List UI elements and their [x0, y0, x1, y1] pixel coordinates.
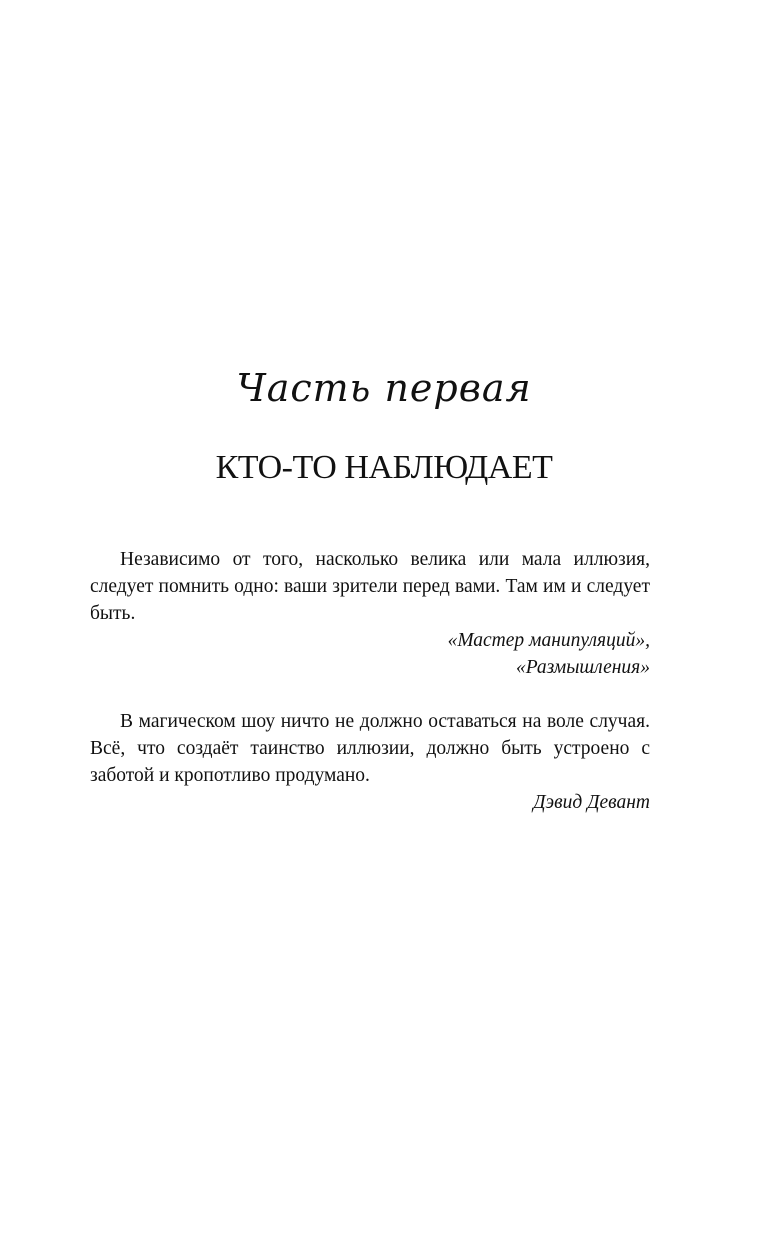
epigraph-attribution-line: Дэвид Девант: [533, 792, 650, 813]
epigraph-text: В магическом шоу ничто не должно оставаться на воле случая. Всё, что создаёт таинство иллюзии, должно быть устроено с заботой и кропотливо продумано.: [90, 711, 650, 786]
epigraph-text: Независимо от того, насколько велика или мала иллюзия, следует помнить одно: ваши зрители перед вами. Там им и следует быть.: [90, 549, 650, 624]
epigraph-attribution-line: «Размышления»: [515, 657, 650, 678]
epigraph: [90, 546, 650, 681]
epigraph-attribution-line: «Мастер манипуляций»,: [447, 630, 650, 651]
epigraph: [90, 708, 650, 816]
chapter-title: КТО-ТО НАБЛЮДАЕТ: [215, 449, 553, 486]
part-title: Часть первая: [236, 366, 532, 410]
